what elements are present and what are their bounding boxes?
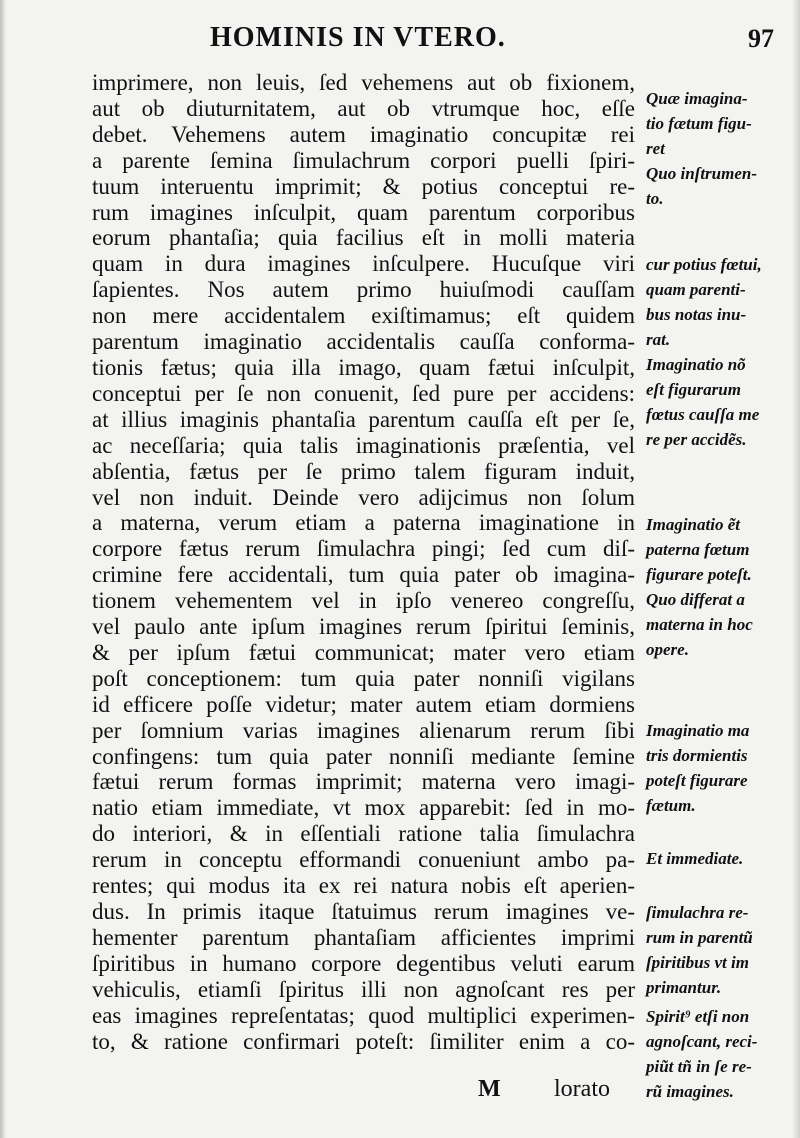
note-line: Imaginatio nõ [646,355,746,374]
text-line: imprimere, non leuis, ſed vehemens aut ob fixionem, [92,70,635,95]
text-line: vel paulo ante ipſum imagines rerum ſpiritui ſeminis, [92,614,635,640]
text-line: tionem vehementem vel in ipſo venereo congreſſu, [92,588,635,614]
page-footer [92,1076,635,1106]
note-line: quam parenti- [646,280,746,299]
text-line: vehiculis, etiamſi ſpiritus illi non agnoſcant res per [92,976,635,1002]
text-line: aut ob diuturnitatem, aut ob vtrumque hoc, eſſe [92,95,635,121]
page-number: 97 [748,24,774,53]
text-line: non mere accidentalem exiſtimamus; eſt quidem [92,303,635,329]
note-line: tris dormientis [646,746,748,765]
text-line: tionis fætus; quia illa imago, quam fætui inſculpit, [92,354,635,380]
text-line: hementer parentum phantaſiam afficientes imprimi [92,924,635,950]
text-line: natio etiam immediate, vt mox apparebit: ſed in mo- [92,795,635,821]
text-line: rentes; qui modus ita ex rei natura nobis eſt aperien- [92,873,635,899]
text-line: rerum in conceptu efformandi conueniunt ambo pa- [92,847,635,873]
text-line: eas imagines repreſentatas; quod multiplici experimen- [92,1002,635,1028]
text-line: a materna, verum etiam a paterna imaginatione in [92,510,635,536]
text-line: to, & ratione confirmari poteſt: ſimiliter enim a co- [92,1028,635,1054]
text-line: crimine fere accidentali, tum quia pater ob imagina- [92,562,635,588]
text-line: abſentia, fætus per ſe primo talem figuram induit, [92,458,635,484]
note-line: to. [646,189,664,208]
note-line: materna in hoc [646,615,753,634]
note-line: tio fætum figu- [646,114,752,133]
note-line: ſpiritibus vt im [646,953,749,972]
note-line: ret [646,139,665,158]
note-line: bus notas inu- [646,305,747,324]
marginal-notes [640,0,790,1138]
catchword: lorato [554,1076,610,1102]
note-line: piũt tñ in ſe re- [646,1057,752,1076]
note-line: rat. [646,330,671,349]
note-line: paterna fœtum [646,540,750,559]
text-line: poſt conceptionem: tum quia pater nonniſi vigilans [92,665,635,691]
note-line: Et immediate. [646,849,744,868]
note-line: ſimulachra re- [646,903,749,922]
note-line: figurare poteſt. [646,565,752,584]
marginal-note [646,846,796,871]
text-line: vel non induit. Deinde vero adijcimus non ſolum [92,484,635,510]
note-line: fætum. [646,796,696,815]
text-line: tuum interuentu imprimit; & potius conceptui re- [92,173,635,199]
text-line: debet. Vehemens autem imaginatio concupitæ rei [92,121,635,147]
text-line: per ſomnium varias imagines alienarum rerum ſibi [92,717,635,743]
running-title: HOMINIS IN VTERO. [210,22,506,53]
text-line: ſapientes. Nos autem primo huiuſmodi cauſſam [92,277,635,303]
text-line: conceptui per ſe non conuenit, ſed pure per accidens: [92,380,635,406]
marginal-note [646,512,796,662]
note-line: primantur. [646,978,722,997]
text-line: eorum phantaſia; quia facilius eſt in molli materia [92,225,635,251]
text-line: a parente ſemina ſimulachrum corpori puelli ſpiri- [92,147,635,173]
text-line: do interiori, & in eſſentiali ratione talia ſimulachra [92,821,635,847]
marginal-note [646,252,796,352]
text-line: id efficere poſſe videtur; mater autem etiam dormiens [92,691,635,717]
text-line: corpore fætus rerum ſimulachra pingi; ſed cum diſ- [92,536,635,562]
text-line: dus. In primis itaque ſtatuimus rerum imagines ve- [92,899,635,924]
note-line: Imaginatio ma [646,721,750,740]
note-line: fœtus cauſſa me [646,405,760,424]
marginal-note [646,718,796,818]
text-line: ac neceſſaria; quia talis imaginationis præſentia, vel [92,432,635,458]
text-line: quam in dura imagines inſculpere. Hucuſque viri [92,251,635,277]
note-line: cur potius fœtui, [646,255,762,274]
text-line: rum imagines inſculpit, quam parentum corporibus [92,199,635,225]
marginal-note [646,352,796,452]
marginal-note [646,86,796,211]
signature-mark: M [478,1076,501,1102]
main-text-block [92,70,635,1054]
text-line: at illius imaginis phantaſia parentum cauſſa eſt per ſe, [92,406,635,432]
note-line: Spirit⁹ etſi non [646,1007,750,1026]
text-line: parentum imaginatio accidentalis cauſſa conforma- [92,329,635,355]
text-line: confingens: tum quia pater nonniſi mediante ſemine [92,743,635,769]
marginal-note [646,900,796,1000]
text-line: ſpiritibus in humano corpore degentibus veluti earum [92,950,635,976]
note-line: opere. [646,640,689,659]
note-line: rum in parentũ [646,928,753,947]
note-line: eſt figurarum [646,380,741,399]
note-line: agnoſcant, reci- [646,1032,758,1051]
note-line: poteſt figurare [646,771,748,790]
note-line: Imaginatio ẽt [646,515,740,534]
text-line: fætui rerum formas imprimit; materna vero imagi- [92,769,635,795]
note-line: re per accidẽs. [646,430,747,449]
note-line: Quo differat a [646,590,745,609]
note-line: rũ imagines. [646,1082,734,1101]
text-line: & per ipſum fætui communicat; mater vero etiam [92,639,635,665]
note-line: Quo inſtrumen- [646,164,757,183]
marginal-note [646,1004,796,1104]
note-line: Quæ imagina- [646,89,748,108]
